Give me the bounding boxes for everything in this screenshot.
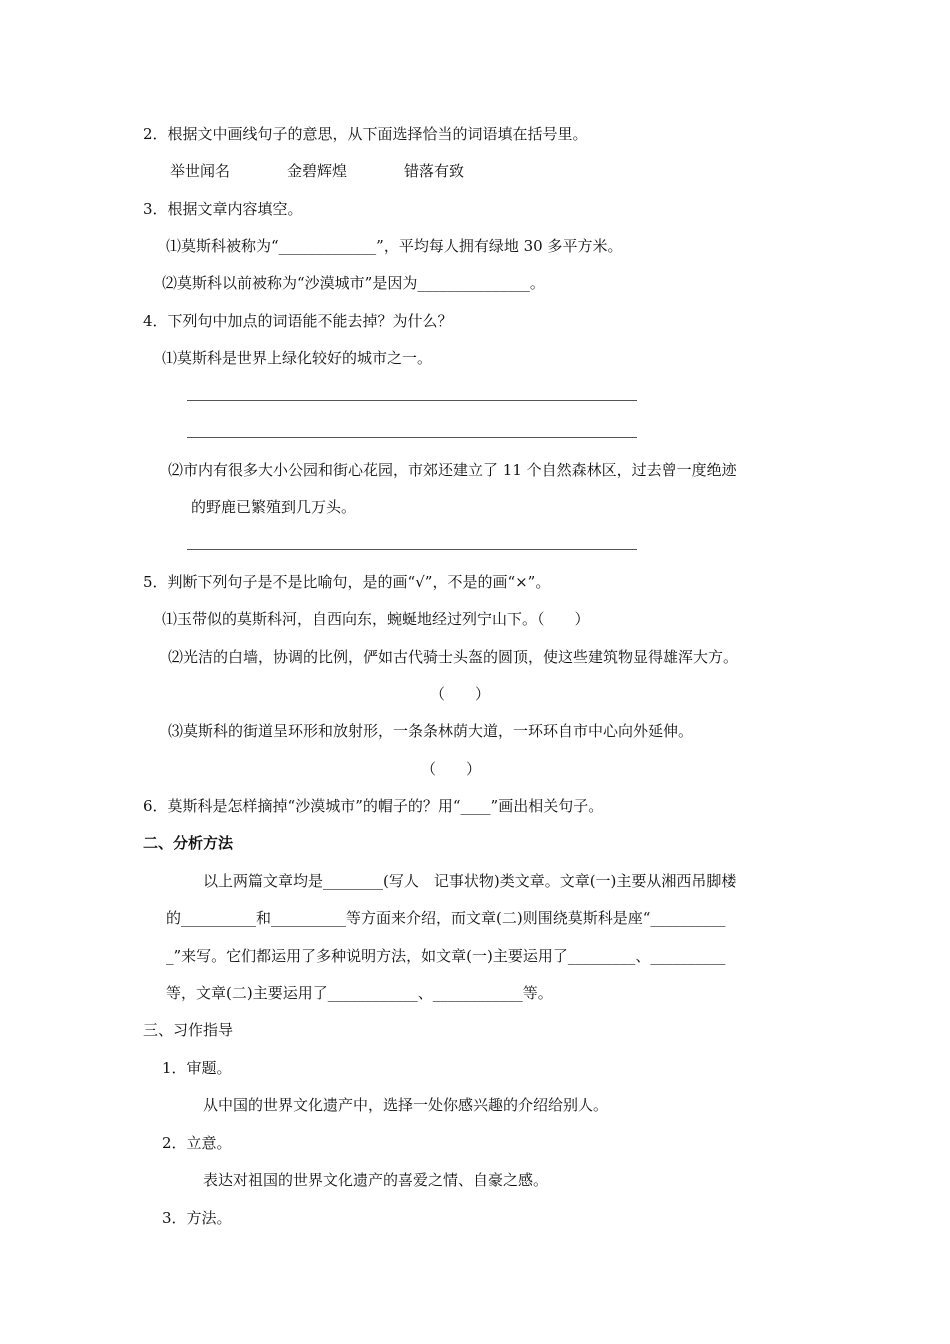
q5-stem: 5．判断下列句子是不是比喻句，是的画“√”，不是的画“×”。: [143, 573, 551, 591]
q5-sentence-3: ⑶莫斯科的街道呈环形和放射形，一条条林荫大道，一环环自市中心向外延伸。: [168, 722, 694, 740]
q5-sentence-1: ⑴玉带似的莫斯科河，自西向东，蜿蜒地经过列宁山下。（ ）: [162, 610, 590, 628]
q2-word-2: 金碧辉煌: [287, 162, 348, 180]
q5-answer-paren: （ ）: [430, 685, 491, 703]
answer-line: [187, 549, 637, 550]
writing-item-3: 3．方法。: [162, 1209, 232, 1227]
q2-word-3: 错落有致: [404, 162, 465, 180]
section-title-analysis: 二、分析方法: [143, 834, 234, 852]
q2-stem: 2．根据文中画线句子的意思，从下面选择恰当的词语填在括号里。: [143, 125, 588, 143]
q4-sentence-2b: 的野鹿已繁殖到几万头。: [191, 498, 357, 516]
analysis-line-4: 等，文章(二)主要运用了____________、____________等。: [166, 984, 553, 1002]
q6-stem: 6．莫斯科是怎样摘掉“沙漠城市”的帽子的？用“____”画出相关句子。: [143, 797, 604, 815]
q3-stem: 3．根据文章内容填空。: [143, 200, 303, 218]
q4-sentence-2a: ⑵市内有很多大小公园和街心花园，市郊还建立了 11 个自然森林区，过去曾一度绝迹: [168, 461, 737, 479]
analysis-line-2: 的__________和__________等方面来介绍，而文章(二)则围绕莫斯科是座“__________: [166, 909, 726, 927]
q3-sentence-1: ⑴莫斯科被称为“_____________”，平均每人拥有绿地 30 多平方米。: [166, 237, 623, 255]
q5-sentence-2: ⑵光洁的白墙，协调的比例，俨如古代骑士头盔的圆顶，使这些建筑物显得雄浑大方。: [168, 648, 739, 666]
analysis-line-1: 以上两篇文章均是________(写人 记事状物)类文章。文章(一)主要从湘西吊脚楼: [203, 872, 737, 890]
writing-item-2: 2．立意。: [162, 1134, 232, 1152]
writing-item-1-text: 从中国的世界文化遗产中，选择一处你感兴趣的介绍给别人。: [203, 1096, 609, 1114]
q5-answer-paren: （ ）: [421, 760, 482, 778]
answer-line: [187, 437, 637, 438]
q4-stem: 4．下列句中加点的词语能不能去掉？为什么？: [143, 312, 453, 330]
q2-word-1: 举世闻名: [170, 162, 231, 180]
answer-line: [187, 400, 637, 401]
q4-sentence-1: ⑴莫斯科是世界上绿化较好的城市之一。: [162, 349, 433, 367]
writing-item-2-text: 表达对祖国的世界文化遗产的喜爱之情、自豪之感。: [203, 1171, 549, 1189]
section-title-writing: 三、习作指导: [143, 1021, 234, 1039]
writing-item-1: 1．审题。: [162, 1059, 232, 1077]
q3-sentence-2: ⑵莫斯科以前被称为“沙漠城市”是因为_______________。: [162, 274, 545, 292]
analysis-line-3: _”来写。它们都运用了多种说明方法，如文章(一)主要运用了_________、__________: [166, 947, 726, 965]
